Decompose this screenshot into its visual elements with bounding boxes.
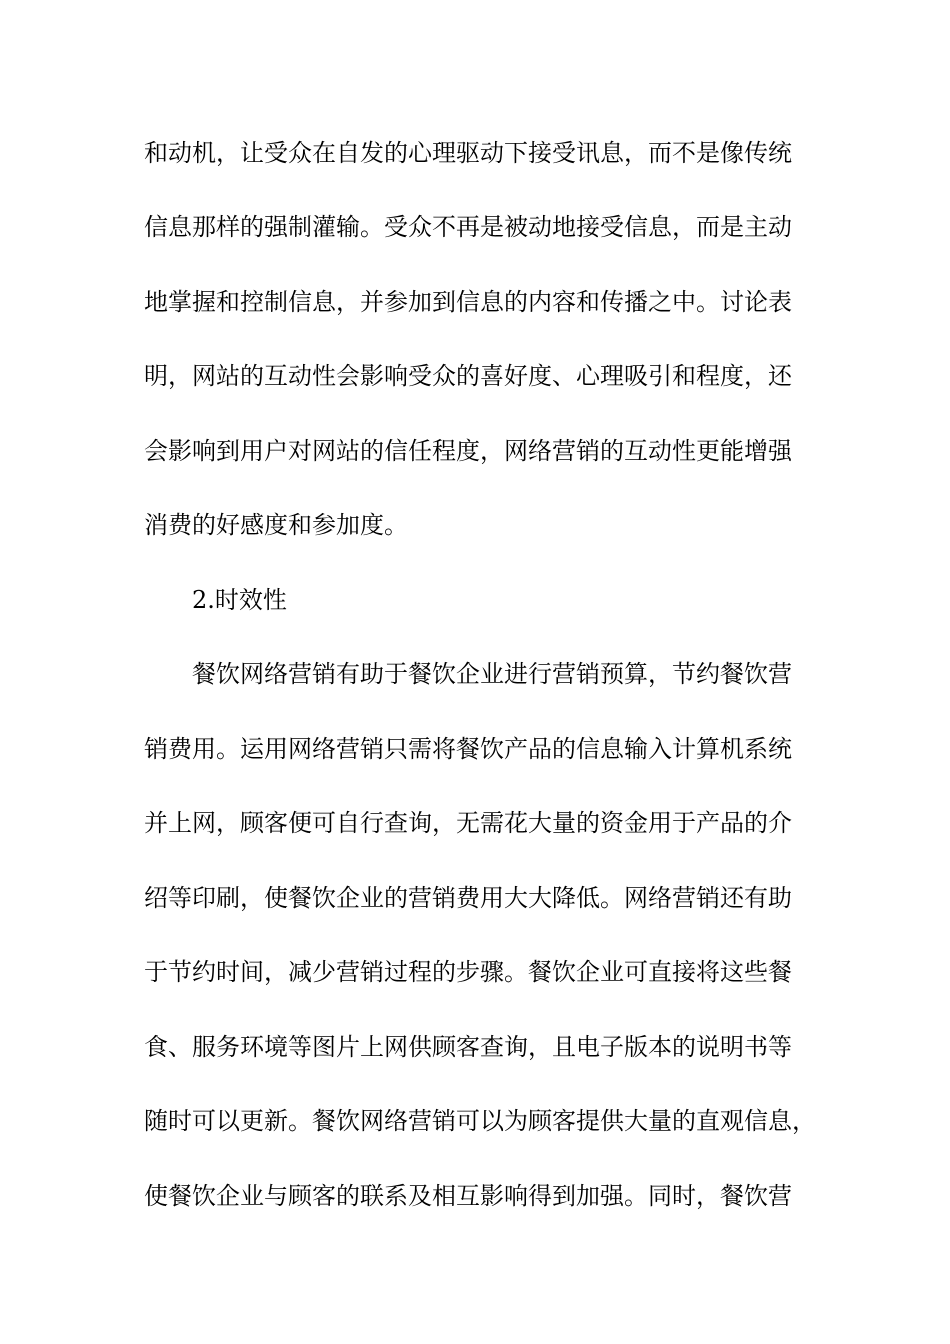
paragraph-line: 信息那样的强制灌输。受众不再是被动地接受信息，而是主动 <box>144 213 792 241</box>
section-heading: 2.时效性 <box>192 586 287 614</box>
paragraph-line: 消费的好感度和参加度。 <box>144 511 408 539</box>
paragraph-line: 随时可以更新。餐饮网络营销可以为顾客提供大量的直观信息， <box>144 1107 816 1135</box>
paragraph-line: 绍等印刷，使餐饮企业的营销费用大大降低。网络营销还有助 <box>144 884 792 912</box>
paragraph-line: 餐饮网络营销有助于餐饮企业进行营销预算，节约餐饮营 <box>192 660 792 688</box>
paragraph-line: 明，网站的互动性会影响受众的喜好度、心理吸引和程度，还 <box>144 362 792 390</box>
paragraph-line: 于节约时间，减少营销过程的步骤。餐饮企业可直接将这些餐 <box>144 958 792 986</box>
paragraph-line: 销费用。运用网络营销只需将餐饮产品的信息输入计算机系统 <box>144 735 792 763</box>
paragraph-line: 会影响到用户对网站的信任程度，网络营销的互动性更能增强 <box>144 437 792 465</box>
paragraph-line: 地掌握和控制信息，并参加到信息的内容和传播之中。讨论表 <box>144 288 792 316</box>
paragraph-line: 使餐饮企业与顾客的联系及相互影响得到加强。同时，餐饮营 <box>144 1182 792 1210</box>
paragraph-line: 食、服务环境等图片上网供顾客查询，且电子版本的说明书等 <box>144 1033 792 1061</box>
paragraph-line: 并上网，顾客便可自行查询，无需花大量的资金用于产品的介 <box>144 809 792 837</box>
paragraph-line: 和动机，让受众在自发的心理驱动下接受讯息，而不是像传统 <box>144 139 792 167</box>
